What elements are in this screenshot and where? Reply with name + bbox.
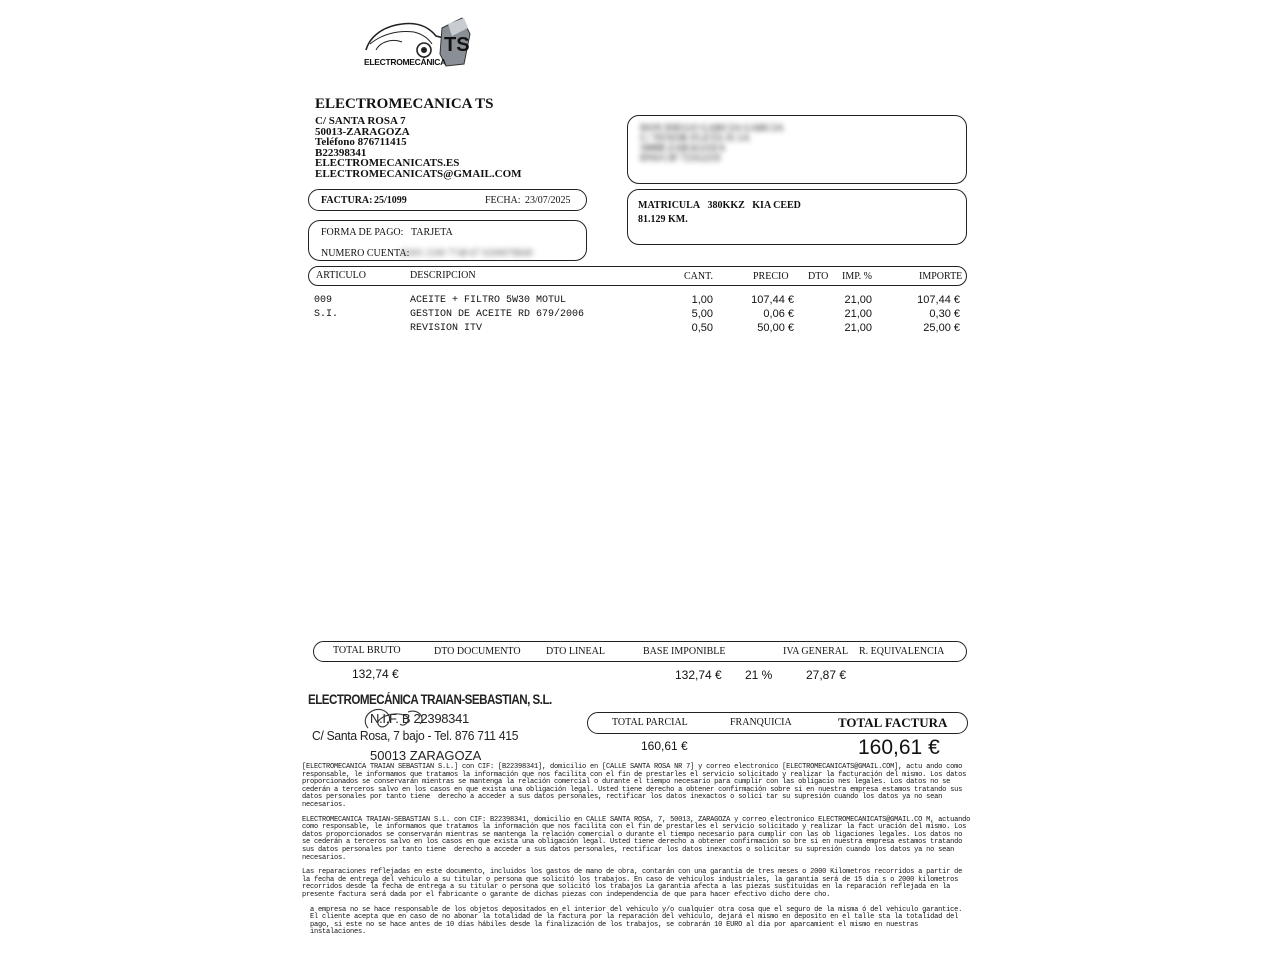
row-importe: 0,30 € (929, 308, 960, 320)
row-articulo: S.I. (314, 309, 339, 320)
customer-id: DNI/CIF 72312233 (640, 153, 721, 164)
customer-box (627, 115, 967, 184)
row-imp: 21,00 (844, 308, 872, 320)
row-imp: 21,00 (844, 322, 872, 334)
vehicle-model: KIA CEED (752, 200, 801, 211)
stamp-address: C/ Santa Rosa, 7 bajo - Tel. 876 711 415 (312, 728, 519, 743)
col-cant: CANT. (684, 271, 713, 282)
legal-paragraph-2: ELECTROMECANICA TRAIAN-SEBASTIAN S.L. con CIF: B22398341, domicilio en CALLE SANTA ROSA, 7, 50013, ZARAGOZA y correo electronico ELECTROMECANICATS@GMAIL.CO M, actuando como responsable, le informamos que tratamos la información que nos facilita con el fin de prestarles el servicio solicitado y realizar la fact uración del mismo. Los datos proporcionados se conservarán mientras se mantenga la relación comercial o durante el tiempo necesario para cumplir con las ob ligaciones legales. Los datos no se cederán a terceros salvo en los casos en que exista una obligación legal. Usted tiene derecho a obtener confirmación so bre si en nuestra empresa estamos tratando sus datos personales por tanto tiene derecho a acceder a sus datos personales, rectificar los datos inexactos o solicitar su supresión cuando los datos ya no sean necesarios. (302, 815, 975, 862)
totals-req-label: R. EQUIVALENCIA (859, 646, 945, 657)
account-number: ES05 2100 7748 67 0200078849 (401, 248, 533, 259)
col-dto: DTO (808, 271, 829, 282)
totals-header (313, 641, 967, 662)
col-precio: PRECIO (753, 271, 789, 282)
vehicle-box (627, 189, 967, 245)
customer-city: 50008 ZARAGOZA (640, 143, 726, 154)
row-imp: 21,00 (844, 294, 872, 306)
row-descripcion: REVISION ITV (410, 323, 483, 334)
col-articulo: ARTICULO (316, 270, 366, 281)
total-bruto-value: 132,74 € (352, 667, 399, 681)
total-factura-value: 160,61 € (858, 736, 940, 759)
customer-name: DON DIEGO GARCIA GARCIA (640, 123, 784, 134)
row-importe: 25,00 € (923, 322, 960, 334)
totals-dto-doc-label: DTO DOCUMENTO (434, 646, 521, 657)
company-stamp (308, 688, 570, 766)
stamp-city: 50013 ZARAGOZA (370, 748, 482, 763)
signature-icon (348, 698, 448, 738)
row-cant: 0,50 (691, 322, 713, 334)
row-precio: 50,00 € (757, 322, 794, 334)
company-name: ELECTROMECANICA TS (315, 96, 494, 112)
plate-number: 380KKZ (707, 200, 745, 211)
row-precio: 107,44 € (751, 294, 794, 306)
stamp-name: ELECTROMECÁNICA TRAIAN-SEBASTIAN, S.L. (308, 692, 552, 707)
row-descripcion: ACEITE + FILTRO 5W30 MOTUL (410, 295, 567, 306)
total-parcial-value: 160,61 € (641, 739, 688, 753)
invoice-date-label: FECHA: (485, 195, 521, 206)
company-logo (362, 14, 472, 72)
row-precio: 0,06 € (763, 308, 794, 320)
col-importe: IMPORTE (919, 271, 963, 282)
customer-street: C/ TENOR FLETA 35 1A (640, 133, 750, 144)
row-importe: 107,44 € (917, 294, 960, 306)
account-label: NUMERO CUENTA: (321, 248, 410, 259)
company-web: ELECTROMECANICATS.ES (315, 157, 460, 169)
customer-details (640, 124, 784, 164)
items-table-header (308, 266, 967, 286)
legal-notice (302, 764, 974, 937)
payment-label: FORMA DE PAGO: (321, 227, 404, 238)
total-factura-label: TOTAL FACTURA (838, 715, 948, 730)
totals-dto-lineal-label: DTO LINEAL (546, 646, 605, 657)
row-descripcion: GESTION DE ACEITE RD 679/2006 (410, 309, 585, 320)
company-city: 50013-ZARAGOZA (315, 125, 410, 138)
vehicle-line (638, 200, 801, 211)
company-nif: B22398341 (315, 146, 367, 159)
plate-label: MATRICULA (638, 200, 701, 211)
col-imp: IMP. % (842, 271, 873, 282)
row-cant: 5,00 (691, 308, 713, 320)
col-descripcion: DESCRIPCION (410, 270, 476, 281)
total-factura-box (587, 712, 968, 734)
company-info (315, 96, 522, 179)
iva-amount-value: 27,87 € (806, 668, 847, 682)
logo-initials: TS (444, 34, 470, 56)
payment-box (308, 220, 587, 261)
invoice-date: 23/07/2025 (525, 195, 571, 206)
row-articulo: 009 (314, 295, 333, 306)
stamp-nif: N.I.F. B 22398341 (370, 711, 469, 726)
totals-iva-label: IVA GENERAL (783, 646, 849, 657)
total-parcial-label: TOTAL PARCIAL (612, 717, 688, 728)
row-cant: 1,00 (691, 294, 713, 306)
payment-method: TARJETA (411, 227, 453, 238)
company-email: ELECTROMECANICATS@GMAIL.COM (315, 167, 522, 180)
invoice-number: 25/1099 (374, 195, 407, 206)
company-address: C/ SANTA ROSA 7 (315, 115, 406, 127)
invoice-number-label: FACTURA: (321, 195, 373, 206)
base-imponible-value: 132,74 € (675, 668, 722, 682)
company-phone: Teléfono 876711415 (315, 136, 407, 148)
legal-paragraph-1: [ELECTROMECANICA TRAIAN SEBASTIAN S.L.] con CIF: [B22398341], domicilio en [CALLE SANTA ROSA NR 7] y correo electronico [ELECTROMECANICATS@GMAIL.COM], actu ando como responsable, le informamos que tratamos la información que nos facilita con el fin de prestarles el servicio solicitado y realizar la facturación del mismo. Los datos proporcionados se conservarán mientras se mantenga la relación comercial o durante el tiempo necesario para cumplir con las obligacio nes legales. Los datos no se cederán a terceros salvo en los casos en que exista una obligación legal. Usted tiene derecho a obtener confirmación sobre si en nuestra empresa estamos tratando sus datos personales por tanto tiene derecho a acceder a sus datos personales, rectificar los datos inexactos o solici tar su supresión cuando los datos ya no sean necesarios. (302, 763, 971, 809)
totals-bruto-label: TOTAL BRUTO (333, 645, 401, 656)
legal-paragraph-4: a empresa no se hace responsable de los objetos depositados en el interior del vehiculo y/o cualquier otra cosa que el seguro de la misma ó del vehiculo garantice. El cliente acepta que en caso de no abonar la totalidad de la factura por la reparación del vehículo, dejará el mismo en deposito en el talle sta la totalidad del pago, si este no se hace antes de 10 días hábiles desde la finalización de los trabajos, se cobrarán 10 EURO al día por aparcamient el mismo en nuestras instalaciones. (310, 905, 967, 937)
logo-brand: ELECTROMECÁNICA (364, 57, 446, 67)
iva-percent-value: 21 % (745, 668, 773, 682)
franquicia-label: FRANQUICIA (730, 717, 792, 728)
vehicle-km: 81.129 KM. (638, 214, 688, 225)
totals-base-label: BASE IMPONIBLE (643, 646, 726, 657)
invoice-box (308, 189, 587, 211)
legal-paragraph-3: Las reparaciones reflejadas en este documento, incluidos los gastos de mano de obra, contarán con una garantía de tres meses o 2000 Kilometros recorridos a partir de la fecha de entrega del vehículo a su titular o persona que solicitó los trabajos. En caso de vehículos industriales, la garantía será de 15 día s o 2000 kilometros recorridos desde la fecha de entrega a su titular o persona que solicitó los trabajos La garantía afecta a las piezas sustituidas en la reparación reflejada en la presente factura será dada por el fabricante o garante de dichas piezas con independencia de que para hacer efectivo dicho dere cho. (302, 868, 967, 899)
